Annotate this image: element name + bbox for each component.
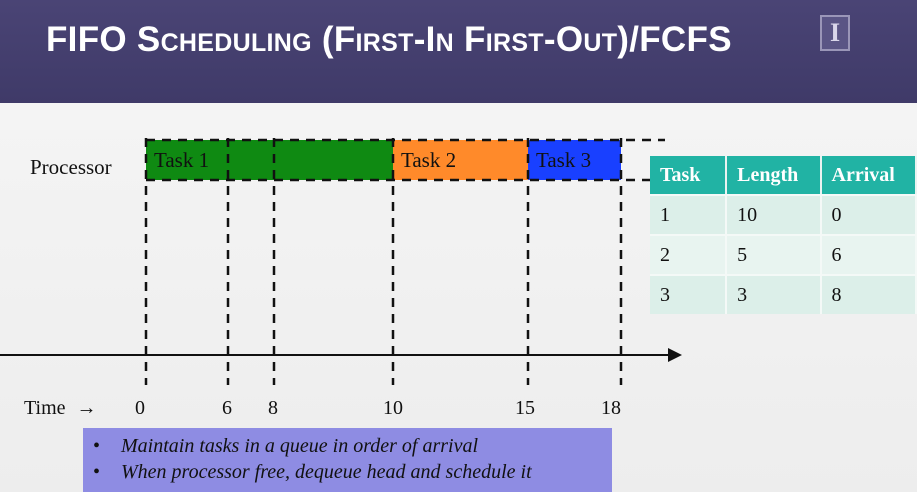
bullet: • <box>93 461 101 483</box>
segment-task-2: Task 2 <box>393 140 528 180</box>
table-cell: 6 <box>822 234 917 274</box>
tick-label-8: 8 <box>268 397 278 419</box>
tick-label-6: 6 <box>222 397 232 419</box>
header-arrival: Arrival <box>822 156 917 194</box>
time-label-text: Time <box>24 397 66 419</box>
table-cell: 3 <box>650 274 727 314</box>
tick-label-10: 10 <box>383 397 403 419</box>
table-cell: 10 <box>727 194 821 234</box>
segment-task-3: Task 3 <box>528 140 621 180</box>
table-cell: 5 <box>727 234 821 274</box>
tick-label-15: 15 <box>515 397 535 419</box>
table-cell: 3 <box>727 274 821 314</box>
table-row <box>650 274 917 314</box>
table-cell: 0 <box>822 194 917 234</box>
table-cell: 8 <box>822 274 917 314</box>
header-task: Task <box>650 156 727 194</box>
table-row <box>650 194 917 234</box>
note-text: When processor free, dequeue head and schedule it <box>121 461 532 483</box>
note-item <box>93 459 612 485</box>
slide-title: FIFO Scheduling (First-In First-Out)/FCFS <box>46 20 732 59</box>
table-cell: 1 <box>650 194 727 234</box>
table-cell: 2 <box>650 234 727 274</box>
note-text: Maintain tasks in a queue in order of arrival <box>121 435 479 457</box>
bullet: • <box>93 435 101 457</box>
table-header-row <box>650 156 917 194</box>
segment-task-1: Task 1 <box>146 140 393 180</box>
header-length: Length <box>727 156 821 194</box>
tick-label-18: 18 <box>601 397 621 419</box>
task-table <box>650 156 917 314</box>
note-item <box>93 433 612 459</box>
university-logo-icon: I <box>820 15 850 51</box>
time-axis-arrowhead <box>668 348 682 362</box>
time-label <box>24 397 97 420</box>
notes-box <box>83 428 612 492</box>
table-row <box>650 234 917 274</box>
tick-label-0: 0 <box>135 397 145 419</box>
right-arrow-icon: → <box>76 397 97 419</box>
processor-label: Processor <box>30 155 112 179</box>
